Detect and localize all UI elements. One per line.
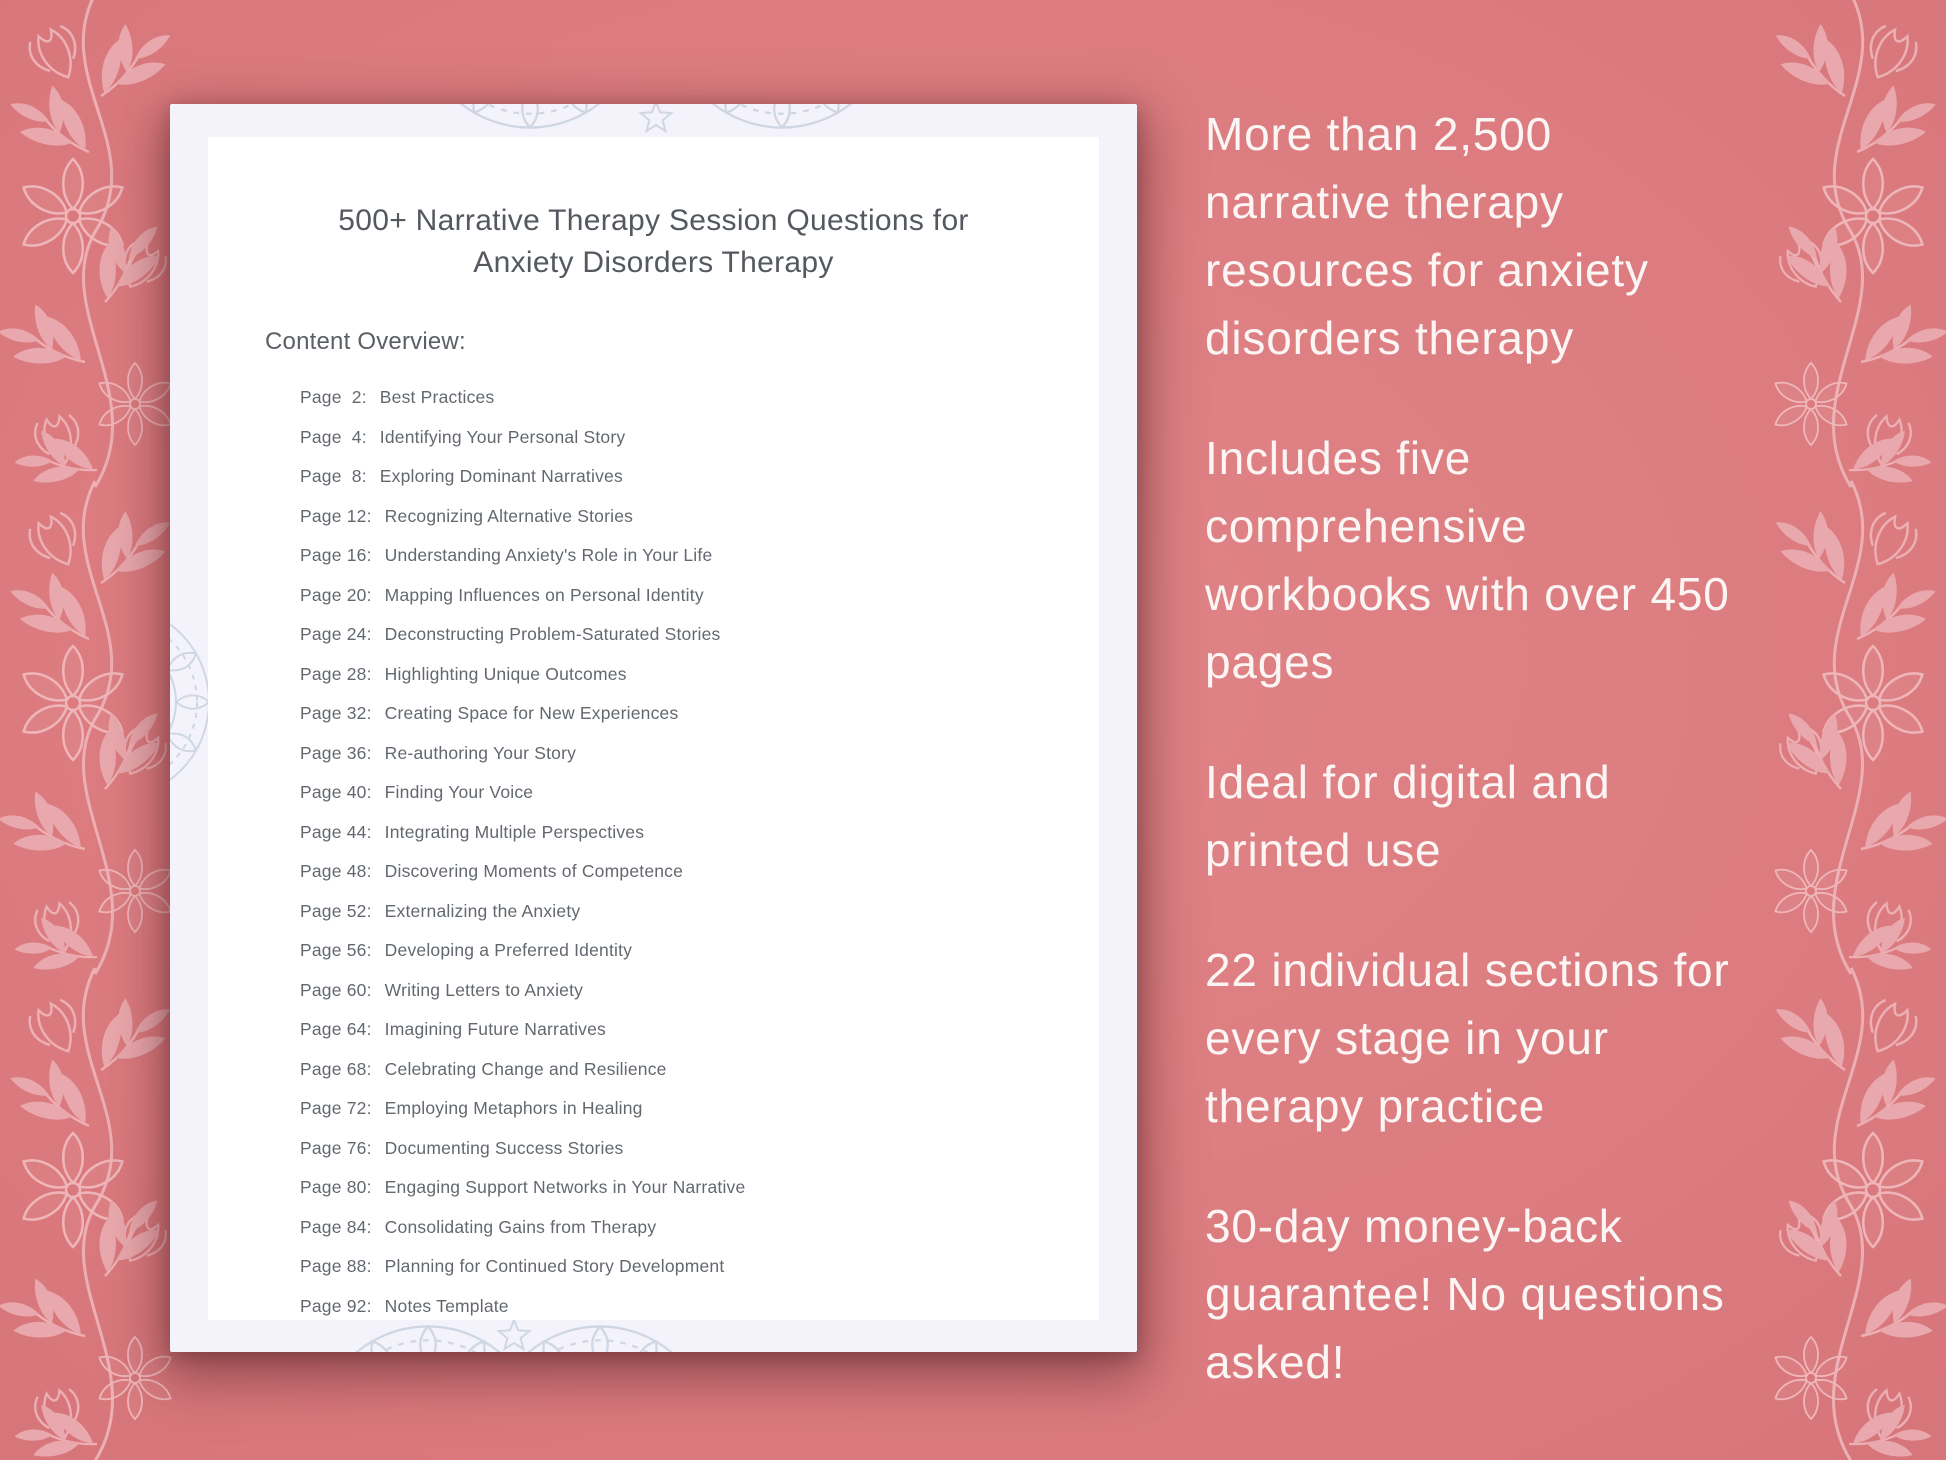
toc-page-label: Page 16: [300,545,372,565]
toc-page-label: Page 92: [300,1295,372,1316]
toc-list [208,378,1099,1326]
toc-page-label: Page 36: [300,742,372,763]
toc-item [300,576,1099,616]
toc-page-label: Page 52: [300,900,372,921]
benefit-text: More than 2,500 narrative therapy resources for anxiety disorders therapy [1205,108,1649,364]
toc-item [300,497,1099,537]
toc-entry-title: Documenting Success Stories [384,1137,624,1158]
toc-page-label: Page 64: [300,1019,372,1039]
toc-page-label: Page 80: [300,1177,372,1197]
toc-item [300,1247,1099,1287]
toc-item [300,971,1099,1011]
toc-page-label: Page 56: [300,940,372,960]
toc-entry-title: Deconstructing Problem-Saturated Stories [384,624,721,644]
toc-entry-title: Re-authoring Your Story [384,742,577,763]
toc-item [300,1208,1099,1248]
toc-item [300,773,1099,813]
toc-entry-title: Exploring Dominant Narratives [379,466,623,486]
content-overview-label: Content Overview: [265,328,466,355]
toc-page-label: Page 28: [300,663,372,684]
toc-item [300,852,1099,892]
toc-item [300,1050,1099,1090]
toc-page-label: Page 44: [300,821,372,842]
toc-item [300,931,1099,971]
toc-page-label: Page 32: [300,703,372,723]
toc-entry-title: Imagining Future Narratives [384,1019,606,1039]
toc-item [300,457,1099,497]
toc-page-label: Page 4: [300,426,367,447]
toc-entry-title: Developing a Preferred Identity [384,940,633,960]
mandala-icon [418,104,641,128]
toc-entry-title: Identifying Your Personal Story [379,426,626,447]
document-title-line2: Anxiety Disorders Therapy [473,246,834,279]
toc-entry-title: Engaging Support Networks in Your Narrative [384,1177,746,1197]
document-preview [170,104,1137,1352]
toc-entry-title: Understanding Anxiety's Role in Your Life [384,545,713,565]
toc-entry-title: Finding Your Voice [384,782,534,802]
toc-item [300,418,1099,458]
toc-page-label: Page 88: [300,1256,372,1276]
toc-item [300,1129,1099,1169]
toc-item [300,1168,1099,1208]
toc-page-label: Page 2: [300,387,367,407]
toc-page-label: Page 60: [300,979,372,1000]
floral-vine-right-icon [1742,0,1946,1460]
toc-page-label: Page 20: [300,584,372,605]
toc-entry-title: Integrating Multiple Perspectives [384,821,645,842]
toc-item [300,813,1099,853]
toc-page-label: Page 68: [300,1058,372,1079]
toc-entry-title: Best Practices [379,387,495,407]
toc-item [300,615,1099,655]
toc-page-label: Page 24: [300,624,372,644]
document-title-line1: 500+ Narrative Therapy Session Questions for [338,204,969,237]
toc-page-label: Page 84: [300,1216,372,1237]
benefit-text: 30-day money-back guarantee! No questions asked! [1205,1200,1725,1388]
toc-page-label: Page 72: [300,1098,372,1118]
toc-entry-title: Celebrating Change and Resilience [384,1058,667,1079]
toc-item [300,1089,1099,1129]
toc-entry-title: Discovering Moments of Competence [384,861,684,881]
toc-item [300,1010,1099,1050]
toc-page-label: Page 76: [300,1137,372,1158]
toc-page-label: Page 40: [300,782,372,802]
toc-entry-title: Recognizing Alternative Stories [384,505,634,526]
toc-item [300,1287,1099,1327]
toc-item [300,378,1099,418]
benefit-text: 22 individual sections for every stage in your therapy practice [1205,944,1730,1132]
benefits-list [1205,100,1745,1448]
star-icon [641,104,671,131]
toc-item [300,734,1099,774]
toc-item [300,694,1099,734]
toc-page-label: Page 8: [300,466,367,486]
mandala-icon [670,104,893,128]
document-page [208,137,1099,1320]
toc-entry-title: Planning for Continued Story Development [384,1256,725,1276]
toc-item [300,536,1099,576]
toc-item [300,655,1099,695]
toc-entry-title: Consolidating Gains from Therapy [384,1216,657,1237]
toc-page-label: Page 48: [300,861,372,881]
mandala-icon [170,605,209,799]
benefit-text: Includes five comprehensive workbooks with over 450 pages [1205,432,1730,688]
toc-page-label: Page 12: [300,505,372,526]
toc-entry-title: Externalizing the Anxiety [384,900,581,921]
toc-entry-title: Writing Letters to Anxiety [384,979,584,1000]
toc-entry-title: Creating Space for New Experiences [384,703,679,723]
benefit-text: Ideal for digital and printed use [1205,756,1611,876]
toc-entry-title: Mapping Influences on Personal Identity [384,584,704,605]
document-title [304,200,1004,284]
toc-entry-title: Employing Metaphors in Healing [384,1098,643,1118]
toc-item [300,892,1099,932]
toc-entry-title: Notes Template [384,1295,509,1316]
toc-entry-title: Highlighting Unique Outcomes [384,663,627,684]
